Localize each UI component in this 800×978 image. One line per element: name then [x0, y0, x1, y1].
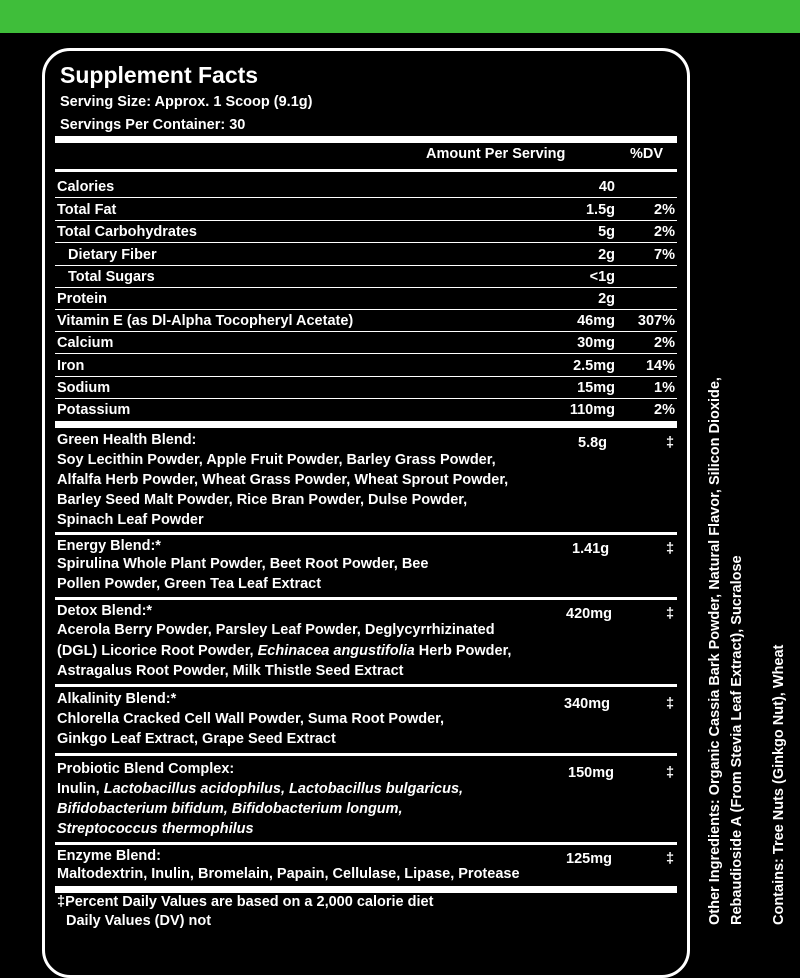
blend-dv: ‡ [666, 606, 675, 622]
row-divider [55, 376, 677, 377]
blend-ingredients-line: Spirulina Whole Plant Powder, Beet Root Powder, Bee [57, 556, 429, 572]
brand-color-bar [0, 0, 800, 33]
nutrient-dv: 2% [654, 402, 675, 418]
ingredient-italic-text: Bifidobacterium bifidum, Bifidobacterium longum, [57, 801, 403, 817]
header-divider [55, 136, 677, 143]
nutrient-name: Dietary Fiber [68, 247, 157, 263]
blend-ingredients-line: Ginkgo Leaf Extract, Grape Seed Extract [57, 731, 336, 747]
dv-column-header: %DV [630, 146, 664, 162]
blend-dv: ‡ [666, 765, 675, 781]
blend-ingredients-line: Acerola Berry Powder, Parsley Leaf Powder, Deglycyrrhizinated [57, 622, 495, 638]
blend-ingredients-line [57, 820, 254, 838]
row-divider [55, 309, 677, 310]
row-divider [55, 331, 677, 332]
blend-section-divider [55, 421, 677, 428]
blend-dv: ‡ [666, 435, 675, 451]
blend-ingredients-line: Soy Lecithin Powder, Apple Fruit Powder, Barley Grass Powder, [57, 452, 496, 468]
nutrient-dv: 307% [637, 313, 675, 329]
blend-ingredients-line [57, 800, 403, 818]
nutrient-amount: <1g [589, 269, 615, 285]
nutrient-dv: 7% [654, 247, 675, 263]
nutrient-amount: 110mg [569, 402, 615, 418]
other-ingredients-line-2: Rebaudioside A (From Stevia Leaf Extract), Sucralose [729, 555, 745, 925]
blend-ingredients-line [57, 780, 463, 798]
blend-amount: 340mg [564, 696, 610, 712]
nutrient-name: Protein [57, 291, 107, 307]
nutrient-dv: 1% [654, 380, 675, 396]
allergen-contains: Contains: Tree Nuts (Ginkgo Nut), Wheat [771, 644, 787, 925]
blend-divider [55, 842, 677, 845]
blend-ingredients-line: Barley Seed Malt Powder, Rice Bran Powder, Dulse Powder, [57, 492, 468, 508]
serving-size: Serving Size: Approx. 1 Scoop (9.1g) [60, 94, 313, 110]
servings-per-container: Servings Per Container: 30 [60, 117, 246, 133]
ingredient-italic-text: Streptococcus thermophilus [57, 821, 254, 837]
row-divider [55, 242, 677, 243]
blend-dv: ‡ [666, 541, 675, 557]
blend-ingredients-line [57, 642, 511, 660]
ingredient-text: (DGL) Licorice Root Powder, [57, 643, 258, 659]
blend-amount: 150mg [568, 765, 614, 781]
nutrient-amount: 40 [598, 179, 615, 195]
nutrient-name: Calcium [57, 335, 114, 351]
blend-ingredients-line: Spinach Leaf Powder [57, 512, 204, 528]
ingredient-text: Inulin, [57, 781, 104, 797]
nutrient-amount: 2g [598, 291, 615, 307]
nutrient-amount: 5g [598, 224, 615, 240]
nutrient-name: Total Sugars [68, 269, 155, 285]
nutrient-amount: 46mg [577, 313, 615, 329]
ingredient-text: Herb Powder, [414, 643, 512, 659]
panel-title: Supplement Facts [60, 62, 259, 88]
blend-amount: 5.8g [578, 435, 608, 451]
ingredient-italic-text: Echinacea angustifolia [257, 643, 415, 659]
nutrient-amount: 15mg [577, 380, 615, 396]
nutrient-dv: 2% [654, 202, 675, 218]
row-divider [55, 353, 677, 354]
blend-ingredients-line: Astragalus Root Powder, Milk Thistle Seed Extract [57, 663, 404, 679]
blend-amount: 420mg [566, 606, 612, 622]
blend-ingredients-line: Maltodextrin, Inulin, Bromelain, Papain, Cellulase, Lipase, Protease [57, 866, 520, 882]
blend-name: Probiotic Blend Complex: [57, 761, 235, 777]
ingredient-italic-text: Lactobacillus acidophilus, Lactobacillus bulgaricus, [103, 781, 464, 797]
nutrient-name: Total Carbohydrates [57, 224, 197, 240]
nutrient-amount: 2g [598, 247, 615, 263]
nutrient-name: Sodium [57, 380, 111, 396]
blend-name: Green Health Blend: [57, 432, 197, 448]
nutrient-dv: 2% [654, 224, 675, 240]
blend-amount: 125mg [566, 851, 612, 867]
row-divider [55, 398, 677, 399]
other-ingredients-line-1: Other Ingredients: Organic Cassia Bark Powder, Natural Flavor, Silicon Dioxide, [707, 377, 723, 925]
footnote-dv-continued: Daily Values (DV) not [66, 913, 212, 929]
blend-divider [55, 753, 677, 756]
blend-dv: ‡ [666, 696, 675, 712]
nutrient-amount: 1.5g [585, 202, 615, 218]
footnote-dv: ‡Percent Daily Values are based on a 2,000 calorie diet [57, 894, 434, 910]
nutrient-name: Vitamin E (as Dl-Alpha Tocopheryl Acetate) [57, 313, 354, 329]
blend-name: Alkalinity Blend:* [57, 691, 177, 707]
blend-ingredients-line: Alfalfa Herb Powder, Wheat Grass Powder, Wheat Sprout Powder, [57, 472, 509, 488]
blend-dv: ‡ [666, 851, 675, 867]
row-divider [55, 287, 677, 288]
nutrient-amount: 2.5mg [573, 358, 615, 374]
nutrient-amount: 30mg [577, 335, 615, 351]
blend-divider [55, 532, 677, 535]
blend-divider [55, 597, 677, 600]
blend-ingredients-line: Chlorella Cracked Cell Wall Powder, Suma Root Powder, [57, 711, 445, 727]
nutrient-name: Total Fat [57, 202, 117, 218]
blend-divider [55, 684, 677, 687]
nutrient-name: Iron [57, 358, 85, 374]
blend-amount: 1.41g [572, 541, 610, 557]
blend-name: Detox Blend:* [57, 603, 153, 619]
nutrient-name: Calories [57, 179, 115, 195]
row-divider [55, 220, 677, 221]
footnote-divider [55, 886, 677, 893]
row-divider [55, 197, 677, 198]
amount-column-header: Amount Per Serving [426, 146, 566, 162]
row-divider [55, 265, 677, 266]
nutrient-name: Potassium [57, 402, 131, 418]
nutrient-dv: 2% [654, 335, 675, 351]
blend-name: Energy Blend:* [57, 538, 161, 554]
blend-name: Enzyme Blend: [57, 848, 161, 864]
column-header-divider [55, 169, 677, 172]
nutrient-dv: 14% [645, 358, 675, 374]
blend-ingredients-line: Pollen Powder, Green Tea Leaf Extract [57, 576, 322, 592]
